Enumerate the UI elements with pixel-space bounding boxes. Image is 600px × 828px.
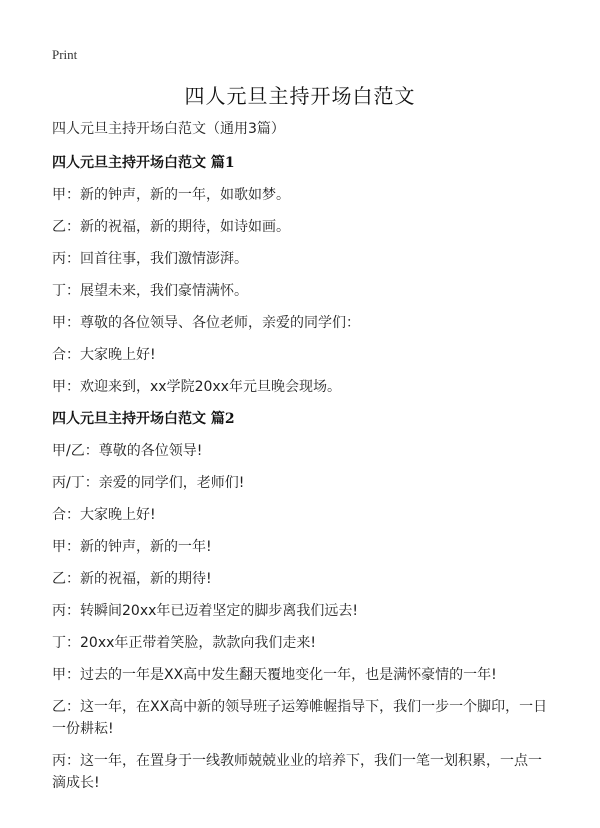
document-body <box>52 118 552 804</box>
paragraph: 甲：欢迎来到，xx学院20xx年元旦晚会现场。 <box>52 379 341 395</box>
paragraph: 丙/丁：亲爱的同学们，老师们! <box>52 475 245 491</box>
paragraph: 丁：20xx年正带着笑脸，款款向我们走来! <box>52 635 316 651</box>
paragraph: 乙：这一年，在XX高中新的领导班子运筹帷幄指导下，我们一步一个脚印，一日一份耕耘! <box>52 699 548 737</box>
document-subtitle: 四人元旦主持开场白范文（通用3篇） <box>52 121 285 137</box>
section-heading: 四人元旦主持开场白范文 篇2 <box>52 411 235 427</box>
paragraph: 甲/乙：尊敬的各位领导! <box>52 443 203 459</box>
paragraph: 丙：转瞬间20xx年已迈着坚定的脚步离我们远去! <box>52 603 358 619</box>
paragraph: 乙：新的祝福，新的期待! <box>52 571 212 587</box>
section-2 <box>52 408 552 794</box>
paragraph: 甲：过去的一年是XX高中发生翻天覆地变化一年，也是满怀豪情的一年! <box>52 667 497 683</box>
paragraph: 丙：这一年，在置身于一线教师兢兢业业的培养下，我们一笔一划积累，一点一滴成长! <box>52 753 542 791</box>
paragraph: 甲：新的钟声，新的一年，如歌如梦。 <box>52 187 290 203</box>
paragraph: 丁：展望未来，我们豪情满怀。 <box>52 283 248 299</box>
document-title: 四人元旦主持开场白范文 <box>184 84 416 108</box>
paragraph: 丙：回首往事，我们激情澎湃。 <box>52 251 248 267</box>
paragraph: 甲：尊敬的各位领导、各位老师，亲爱的同学们： <box>52 315 360 331</box>
paragraph: 合：大家晚上好! <box>52 347 156 363</box>
section-heading: 四人元旦主持开场白范文 篇1 <box>52 155 235 171</box>
section-1 <box>52 152 552 398</box>
print-label: Print <box>52 47 78 62</box>
paragraph: 甲：新的钟声，新的一年! <box>52 539 212 555</box>
paragraph: 合：大家晚上好! <box>52 507 156 523</box>
paragraph: 乙：新的祝福，新的期待，如诗如画。 <box>52 219 290 235</box>
